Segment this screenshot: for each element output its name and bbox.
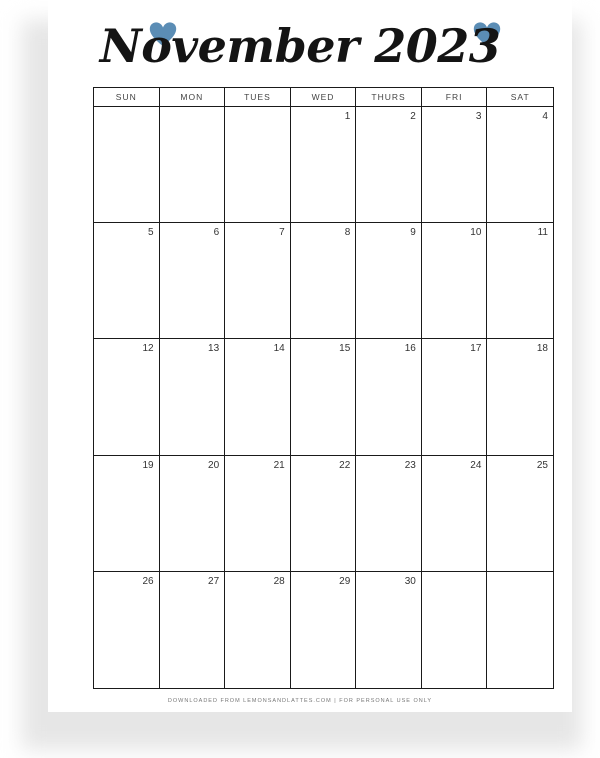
day-cell (225, 223, 291, 339)
day-cell (356, 572, 422, 688)
day-cell (94, 456, 160, 572)
day-cell (291, 339, 357, 455)
day-number: 30 (404, 575, 416, 587)
day-cell (422, 223, 488, 339)
title-area (0, 6, 600, 86)
day-cell (356, 456, 422, 572)
day-cell (291, 107, 357, 223)
day-number: 19 (142, 459, 154, 471)
day-cell (225, 107, 291, 223)
day-number: 13 (208, 343, 220, 355)
day-cell (422, 456, 488, 572)
day-cell (160, 456, 226, 572)
day-number: 3 (475, 111, 482, 122)
day-number: 18 (536, 343, 548, 355)
day-cell (487, 572, 553, 688)
day-number: 9 (410, 227, 416, 239)
day-number: 27 (208, 575, 220, 587)
day-cell (291, 456, 357, 572)
day-cell (160, 339, 226, 455)
day-number: 15 (339, 343, 351, 355)
calendar-grid (93, 87, 554, 689)
day-cell (160, 107, 226, 223)
day-cell (160, 223, 226, 339)
day-number: 22 (339, 459, 351, 471)
day-number: 14 (273, 343, 285, 355)
day-number: 2 (410, 111, 416, 122)
day-cell (356, 107, 422, 223)
day-cell (160, 572, 226, 688)
weekday-header: WED (291, 88, 357, 107)
day-number: 6 (213, 227, 220, 239)
day-cell (356, 339, 422, 455)
day-cell (487, 339, 553, 455)
day-cell (487, 107, 553, 223)
day-cell (225, 572, 291, 688)
weekday-header: FRI (422, 88, 488, 107)
day-number: 20 (208, 459, 220, 471)
month-title: November 2023 (99, 19, 501, 73)
weekday-header: MON (160, 88, 226, 107)
day-number: 26 (142, 575, 154, 587)
day-cell (94, 339, 160, 455)
day-number: 16 (404, 343, 416, 355)
day-cell (356, 223, 422, 339)
day-number: 7 (279, 227, 285, 239)
day-number: 29 (339, 575, 351, 587)
day-cell (225, 456, 291, 572)
weekday-header: TUES (225, 88, 291, 107)
day-number: 1 (344, 111, 351, 122)
day-cell (487, 456, 553, 572)
day-number: 10 (470, 227, 482, 239)
day-number: 23 (404, 459, 416, 471)
day-cell (422, 572, 488, 688)
day-number: 17 (470, 343, 482, 355)
day-cell (291, 223, 357, 339)
day-number: 28 (273, 575, 285, 587)
weekday-header: SUN (94, 88, 160, 107)
day-number: 21 (273, 459, 285, 471)
day-cell (94, 223, 160, 339)
weekday-header: THURS (356, 88, 422, 107)
day-number: 24 (470, 459, 482, 471)
day-number: 4 (542, 111, 548, 122)
day-cell (225, 339, 291, 455)
day-cell (422, 107, 488, 223)
weekday-header: SAT (487, 88, 553, 107)
day-cell (422, 339, 488, 455)
day-cell (94, 572, 160, 688)
footer-credit: DOWNLOADED FROM LEMONSANDLATTES.COM | FOR PERSONAL USE ONLY (167, 698, 433, 704)
day-number: 11 (537, 227, 548, 239)
day-cell (487, 223, 553, 339)
day-number: 25 (536, 459, 548, 471)
day-cell (94, 107, 160, 223)
day-number: 12 (142, 343, 154, 355)
day-number: 5 (148, 227, 154, 239)
day-cell (291, 572, 357, 688)
day-number: 8 (344, 227, 351, 239)
